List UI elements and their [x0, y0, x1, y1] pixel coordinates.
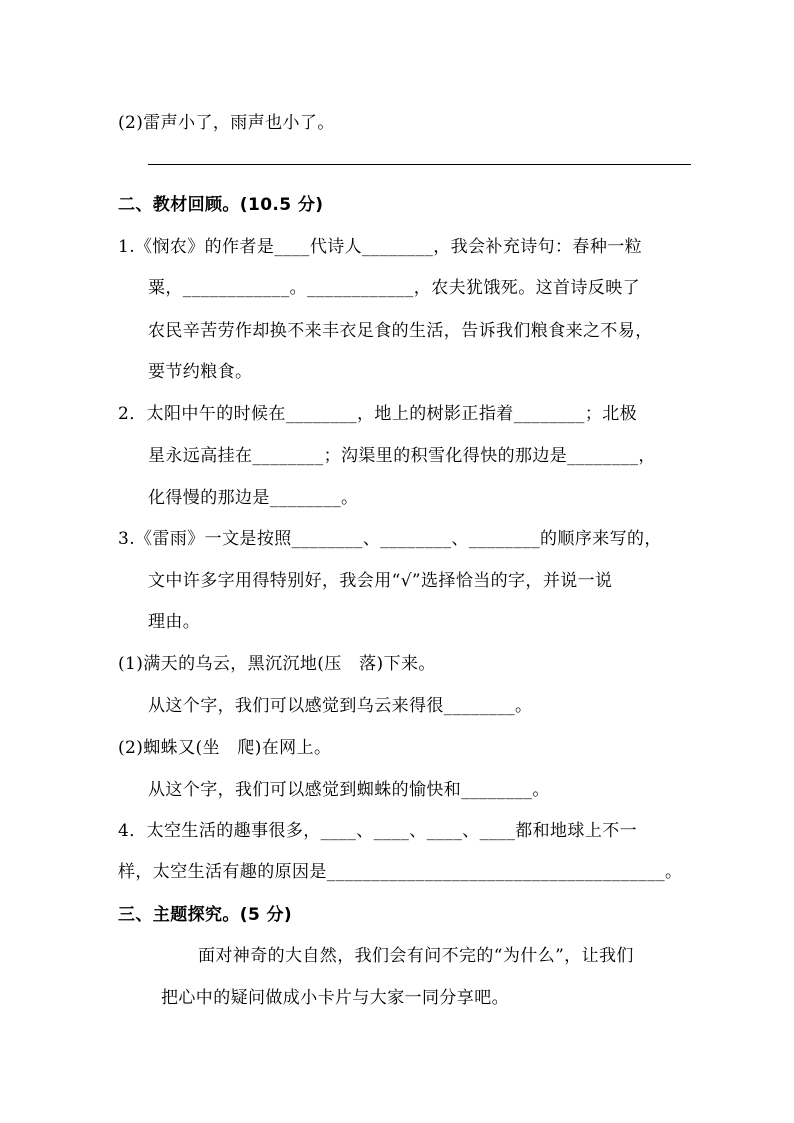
question-3-sub-1: (1)满天的乌云，黑沉沉地(压 落)下来。 [118, 654, 436, 674]
section-2-heading: 二、教材回顾。(10.5 分) [118, 195, 324, 215]
answer-line [148, 164, 691, 165]
question-1: 1.《悯农》的作者是____代诗人________，我会补充诗句：春种一粒 [118, 237, 643, 257]
question-1-line-3: 农民辛苦劳作却换不来丰衣足食的生活，告诉我们粮食来之不易， [148, 321, 653, 341]
question-1-line-2: 粟，____________。____________，农夫犹饿死。这首诗反映了 [148, 278, 640, 298]
question-3-line-3: 理由。 [148, 612, 201, 632]
section-3-paragraph: 面对神奇的大自然，我们会有问不完的“为什么”，让我们 [198, 946, 634, 966]
question-3-sub-2-answer: 从这个字，我们可以感觉到蜘蛛的愉快和________。 [148, 780, 550, 800]
question-1-line-4: 要节约粮食。 [148, 362, 253, 382]
question-4: 4．太空生活的趣事很多，____、____、____、____都和地球上不一 [118, 821, 638, 841]
question-2-line-3: 化得慢的那边是________。 [148, 488, 359, 508]
question-2-line-2: 星永远高挂在________；沟渠里的积雪化得快的那边是________， [148, 446, 656, 466]
question-2: 2．太阳中午的时候在________，地上的树影正指着________；北极 [118, 404, 638, 424]
question-3-line-2: 文中许多字用得特别好，我会用“√”选择恰当的字，并说一说 [148, 571, 613, 591]
question-3-sub-1-answer: 从这个字，我们可以感觉到乌云来得很________。 [148, 696, 533, 716]
section-3-paragraph-line-2: 把心中的疑问做成小卡片与大家一同分享吧。 [161, 988, 509, 1008]
question-2-2: (2)雷声小了，雨声也小了。 [118, 113, 335, 133]
section-3-heading: 三、主题探究。(5 分) [118, 905, 293, 925]
question-3-sub-2: (2)蜘蛛又(坐 爬)在网上。 [118, 738, 332, 758]
question-4-line-2: 样，太空生活有趣的原因是______________________________________。 [118, 862, 683, 882]
question-3: 3.《雷雨》一文是按照________、________、________的顺序来写的， [118, 529, 662, 549]
